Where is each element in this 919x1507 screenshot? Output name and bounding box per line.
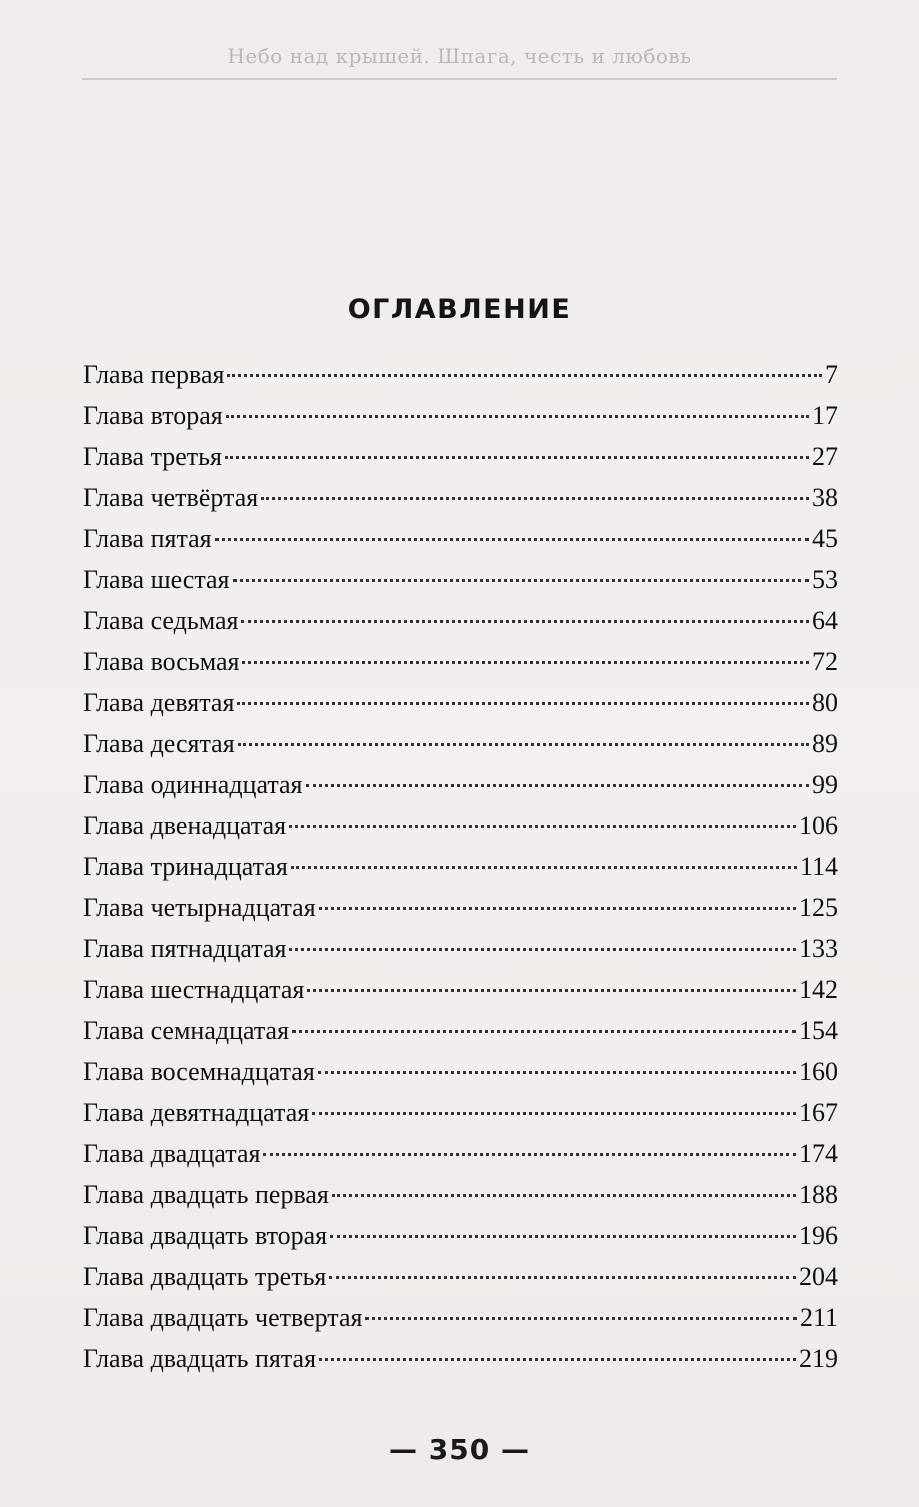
- toc-entry: [83, 1098, 838, 1139]
- dot-leader: [226, 415, 809, 418]
- toc-entry: [83, 729, 838, 770]
- toc-entry-page: 45: [812, 524, 838, 553]
- toc-entry: [83, 852, 838, 893]
- dot-leader: [319, 1358, 796, 1361]
- toc-entry-label: Глава двадцать пятая: [83, 1344, 317, 1373]
- toc-entry-label: Глава двадцать четвертая: [83, 1303, 363, 1332]
- dot-leader: [330, 1235, 796, 1238]
- toc-entry-page: 106: [799, 811, 838, 840]
- toc-title: ОГЛАВЛЕНИЕ: [347, 294, 572, 325]
- toc-entry: [83, 565, 838, 606]
- toc-entry-label: Глава двадцать вторая: [83, 1221, 328, 1250]
- dot-leader: [289, 825, 796, 828]
- header-rule: [82, 78, 837, 80]
- toc-entry-page: 53: [812, 565, 838, 594]
- toc-entry: [83, 1057, 838, 1098]
- toc-entry-label: Глава девятая: [83, 688, 235, 717]
- dot-leader: [318, 1071, 796, 1074]
- toc-entry-page: 99: [812, 770, 838, 799]
- toc-entry-page: 188: [799, 1180, 838, 1209]
- dot-leader: [241, 620, 809, 623]
- toc-entry: [83, 934, 838, 975]
- toc-entry-page: 174: [799, 1139, 838, 1168]
- toc-entry-label: Глава двадцать первая: [83, 1180, 329, 1209]
- toc-entry-page: 154: [799, 1016, 838, 1045]
- dot-leader: [261, 497, 809, 500]
- toc-entry-label: Глава двадцатая: [83, 1139, 261, 1168]
- toc-entry-label: Глава четвёртая: [83, 483, 259, 512]
- toc-entry-label: Глава шестая: [83, 565, 230, 594]
- toc-entry-page: 72: [812, 647, 838, 676]
- toc-entry: [83, 1344, 838, 1385]
- toc-entry: [83, 606, 838, 647]
- running-header: Небо над крышей. Шпага, честь и любовь: [227, 44, 692, 68]
- toc-entry-page: 167: [799, 1098, 838, 1127]
- toc-entry-label: Глава первая: [83, 360, 225, 389]
- toc-entry: [83, 975, 838, 1016]
- toc-entry-page: 196: [799, 1221, 838, 1250]
- toc-entry: [83, 688, 838, 729]
- dot-leader: [225, 456, 809, 459]
- toc-entry-label: Глава девятнадцатая: [83, 1098, 310, 1127]
- toc-entry-page: 27: [812, 442, 838, 471]
- dot-leader: [291, 866, 797, 869]
- dot-leader: [215, 538, 809, 541]
- toc-entry: [83, 893, 838, 934]
- dot-leader: [329, 1276, 796, 1279]
- dot-leader: [263, 1153, 796, 1156]
- toc-entry-page: 80: [812, 688, 838, 717]
- toc-entry-label: Глава пятая: [83, 524, 212, 553]
- toc-entry-label: Глава одиннадцатая: [83, 770, 303, 799]
- table-of-contents: [83, 360, 838, 1385]
- toc-entry-page: 211: [799, 1303, 838, 1332]
- dot-leader: [237, 702, 809, 705]
- dot-leader: [238, 743, 809, 746]
- toc-entry: [83, 1180, 838, 1221]
- toc-entry-label: Глава седьмая: [83, 606, 239, 635]
- toc-entry-page: 38: [812, 483, 838, 512]
- toc-entry-label: Глава шестнадцатая: [83, 975, 305, 1004]
- toc-entry: [83, 1221, 838, 1262]
- toc-entry: [83, 811, 838, 852]
- toc-entry-page: 64: [812, 606, 838, 635]
- toc-entry: [83, 360, 838, 401]
- toc-entry-label: Глава двенадцатая: [83, 811, 287, 840]
- toc-entry-page: 160: [799, 1057, 838, 1086]
- toc-entry: [83, 1139, 838, 1180]
- toc-entry: [83, 524, 838, 565]
- toc-entry-page: 7: [825, 360, 838, 389]
- toc-entry-label: Глава восьмая: [83, 647, 240, 676]
- toc-entry-label: Глава тринадцатая: [83, 852, 288, 881]
- toc-entry-label: Глава двадцать третья: [83, 1262, 327, 1291]
- dot-leader: [306, 784, 809, 787]
- dot-leader: [365, 1317, 796, 1320]
- toc-entry-page: 125: [799, 893, 838, 922]
- dot-leader: [292, 1030, 796, 1033]
- toc-entry: [83, 770, 838, 811]
- toc-entry: [83, 1303, 838, 1344]
- dot-leader: [233, 579, 810, 582]
- toc-entry-label: Глава четырнадцатая: [83, 893, 316, 922]
- toc-entry-label: Глава вторая: [83, 401, 223, 430]
- toc-entry: [83, 442, 838, 483]
- dot-leader: [227, 374, 822, 377]
- toc-entry-label: Глава третья: [83, 442, 222, 471]
- dot-leader: [307, 989, 796, 992]
- toc-entry-page: 142: [799, 975, 838, 1004]
- dot-leader: [312, 1112, 796, 1115]
- toc-entry-label: Глава семнадцатая: [83, 1016, 290, 1045]
- toc-entry-label: Глава десятая: [83, 729, 235, 758]
- toc-entry: [83, 1016, 838, 1057]
- toc-entry-label: Глава восемнадцатая: [83, 1057, 315, 1086]
- toc-entry-page: 133: [799, 934, 838, 963]
- toc-entry-page: 219: [799, 1344, 838, 1373]
- toc-entry: [83, 647, 838, 688]
- toc-entry-page: 114: [799, 852, 838, 881]
- toc-entry-page: 89: [812, 729, 838, 758]
- page-number: — 350 —: [389, 1433, 530, 1466]
- dot-leader: [242, 661, 809, 664]
- toc-entry: [83, 1262, 838, 1303]
- toc-entry-page: 17: [812, 401, 838, 430]
- toc-entry: [83, 483, 838, 524]
- toc-entry-label: Глава пятнадцатая: [83, 934, 287, 963]
- dot-leader: [319, 907, 796, 910]
- toc-entry: [83, 401, 838, 442]
- dot-leader: [332, 1194, 796, 1197]
- toc-entry-page: 204: [799, 1262, 838, 1291]
- dot-leader: [289, 948, 796, 951]
